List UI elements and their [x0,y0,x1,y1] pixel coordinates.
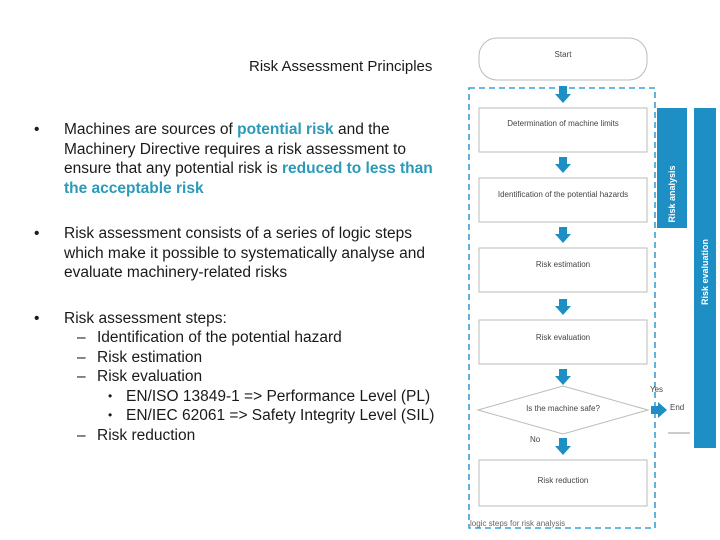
sub-item-1: – Identification of the potential hazard [77,329,342,346]
step-risk-reduction-label: Risk reduction [537,476,589,485]
step-risk-estimation [479,248,647,292]
arrow-down-6 [555,438,571,455]
arrow-down-1 [555,86,571,103]
no-label: No [530,435,541,444]
sub-sub-item-1: • EN/ISO 13849-1 => Performance Level (PL) [108,387,431,405]
start-label: Start [554,50,572,59]
highlight-potential-risk: potential risk [237,121,334,138]
yes-label: Yes [650,385,664,394]
figure-caption: logic steps for risk analysis [470,519,566,528]
arrow-down-5 [555,369,571,385]
step-machine-limits [479,108,647,152]
highlight-reduced: reduced to less than the acceptable risk [64,160,433,197]
step-hazards [479,178,647,222]
bullet-1: • Machines are sources of potential risk and the Machinery Directive requires a risk assessment to ensure that any potential risk is reduced to less than the acceptable risk [34,121,433,197]
step-risk-evaluation [479,320,647,364]
start-node [479,38,647,80]
end-label: End [670,403,685,412]
sub-item-3: – Risk evaluation [77,368,203,385]
slide-title: Risk Assessment Principles [249,58,433,75]
bullet-2: • Risk assessment consists of a series of logic steps which make it possible to systematically analyse and evaluate machinery-related risks [34,225,425,281]
step-hazards-label: Identification of the potential hazards [497,190,629,199]
sub-sub-item-2: • EN/IEC 62061 => Safety Integrity Level (SIL) [108,407,435,424]
sub-item-2: – Risk estimation [77,348,203,366]
bullet-3: • Risk assessment steps: – Identification of the potential hazard – Risk estimation – Risk evaluation • EN/ISO 13849-1 => Performance Level (PL) • EN/IEC 62061 => Safety Integrity Level (SIL) – Risk reduction [34,309,435,444]
arrow-down-4 [555,299,571,315]
arrow-right-end [651,402,667,418]
arrow-down-3 [555,227,571,243]
step-risk-evaluation-label: Risk evaluation [535,333,591,342]
arrow-down-2 [555,157,571,173]
decision-label: Is the machine safe? [526,404,600,413]
step-risk-estimation-label: Risk estimation [535,260,591,269]
risk-analysis-label: Risk analysis [667,165,677,223]
step-machine-limits-label: Determination of machine limits [507,119,619,128]
sub-item-4: – Risk reduction [77,426,196,444]
risk-evaluation-side-label: Risk evaluation [700,238,710,306]
